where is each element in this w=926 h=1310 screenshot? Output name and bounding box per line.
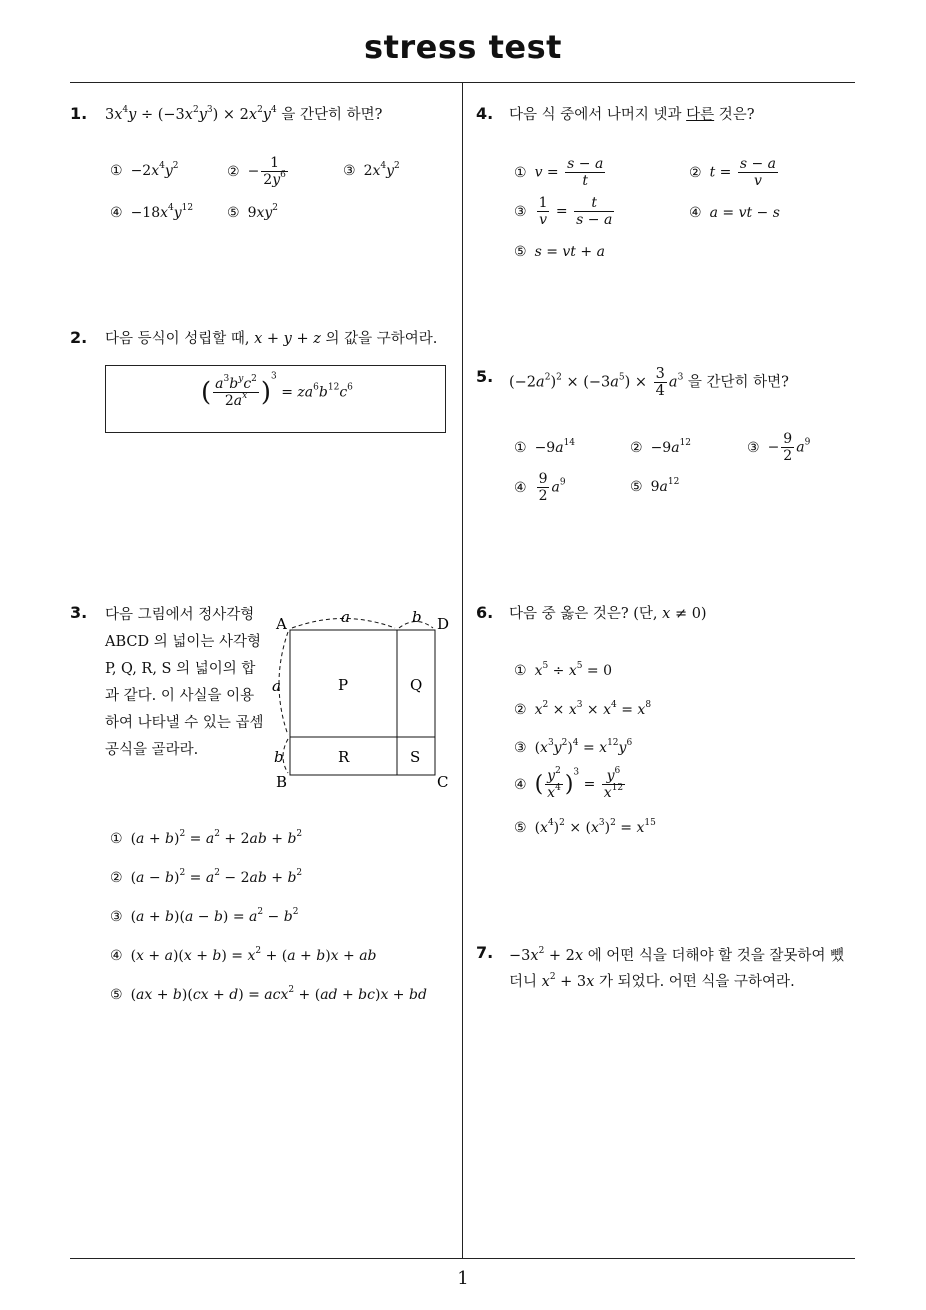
- q1-stem: $3x^4y \div (-3x^2y^3) \times 2x^2y^4$ 을 간단히 하면?: [105, 105, 383, 123]
- q1-option-5[interactable]: ⑤ $9xy^2$: [227, 203, 279, 221]
- region-s: S: [410, 748, 421, 766]
- q5-stem: $(-2a^2)^2 \times (-3a^5)$ × $\frac{3}{4}$ $a^3$ 을 간단히 하면?: [509, 366, 789, 399]
- q2-stem-suffix: 의 값을 구하여라.: [325, 331, 438, 347]
- region-r: R: [338, 748, 350, 766]
- q7-number: 7.: [476, 943, 494, 962]
- q3-option-3[interactable]: ③ $(a + b)(a - b) = a^2 - b^2$: [110, 907, 299, 925]
- q3-option-2[interactable]: ② $(a - b)^2 = a^2 - 2ab + b^2$: [110, 868, 303, 886]
- q2-equation: ( $\frac{a^3b^yc^2}{2a^x}$ )$^3 = za^6b^{12}c^6$: [201, 371, 353, 409]
- q3-stem: 다음 그림에서 정사각형 ABCD 의 넓이는 사각형 P, Q, R, S 의 넓이의 합과 같다. 이 사실을 이용하여 나타낼 수 있는 곱셈 공식을 골라라.: [105, 607, 264, 758]
- q1-option-2[interactable]: ② − $\frac{1}{2y^6}$: [227, 155, 286, 188]
- q4-option-5[interactable]: ⑤ s = vt + a: [514, 244, 605, 260]
- q5-option-4[interactable]: ④ $\frac{9}{2}$ $a^9$: [514, 471, 566, 504]
- q6-option-3[interactable]: ③ $(x^3y^2)^4 = x^{12}y^6$: [514, 738, 633, 756]
- q2-stem: 다음 등식이 성립할 때, x + y + z 의 값을 구하여라.: [105, 331, 438, 347]
- q5-stem-text: 을 간단히 하면?: [687, 374, 789, 391]
- corner-d: D: [437, 615, 450, 633]
- q4-stem: [509, 105, 755, 125]
- q6-option-5[interactable]: ⑤ $(x^4)^2 \times (x^3)^2 = x^{15}$: [514, 818, 656, 836]
- q7-stem: $-3x^2 + 2x$ 에 어떤 식을 더해야 할 것을 잘못하여 뺐 더니 $x^2 + 3x$ 가 되었다. 어떤 식을 구하여라.: [509, 946, 845, 990]
- corner-a: A: [276, 615, 287, 633]
- page-number: 1: [457, 1268, 469, 1289]
- q6-number: 6.: [476, 603, 494, 622]
- bottom-rule: [70, 1258, 855, 1259]
- q6-option-2[interactable]: ② $x^2 \times x^3 \times x^4 = x^8$: [514, 700, 652, 718]
- q3-square-diagram: [268, 605, 458, 790]
- q1-stem-text: 을 간단히 하면?: [281, 107, 383, 123]
- q4-number: 4.: [476, 104, 494, 123]
- q1-number: 1.: [70, 104, 88, 123]
- q7-line2-prefix: 더니: [509, 974, 538, 990]
- label-a-left: a: [272, 677, 281, 695]
- q7-line2-suffix: 가 되었다. 어떤 식을 구하여라.: [598, 974, 795, 990]
- label-b-left: b: [274, 748, 284, 766]
- q1-option-3[interactable]: ③ $2x^4y^2$: [343, 161, 400, 179]
- q4-stem-prefix: 다음 식 중에서 나머지 넷과: [509, 107, 682, 123]
- q5-option-3[interactable]: ③ − $\frac{9}{2}$ $a^9$: [747, 431, 811, 464]
- corner-b: B: [276, 773, 288, 790]
- q4-stem-underline: 다른: [686, 107, 715, 123]
- q2-stem-prefix: 다음 등식이 성립할 때,: [105, 331, 250, 347]
- region-q: Q: [410, 676, 423, 694]
- q6-option-1[interactable]: ① $x^5 \div x^5 = 0$: [514, 661, 613, 679]
- q7-line1-text: 에 어떤 식을 더해야 할 것을 잘못하여 뺐: [587, 948, 845, 964]
- q3-option-1[interactable]: ① $(a + b)^2 = a^2 + 2ab + b^2$: [110, 829, 303, 847]
- region-p: P: [338, 676, 349, 694]
- q4-option-4[interactable]: ④ a = vt − s: [689, 205, 780, 221]
- q2-number: 2.: [70, 328, 88, 347]
- q3-option-5[interactable]: ⑤ (ax + b)(cx + d) = acx$^2$ + (ad + bc)x + bd: [110, 985, 427, 1003]
- label-a-top: a: [341, 608, 350, 626]
- label-b-top: b: [412, 608, 422, 626]
- page-title: stress test: [364, 28, 562, 66]
- q4-option-1[interactable]: ① v = $\frac{s - a}{t}$: [514, 156, 604, 189]
- q5-option-2[interactable]: ② $-9a^{12}$: [630, 438, 692, 456]
- q3-option-4[interactable]: ④ $(x + a)(x + b) = x^2 + (a + b)x$ + ab: [110, 946, 377, 964]
- q5-option-5[interactable]: ⑤ $9a^{12}$: [630, 477, 680, 495]
- brace-b-left: [283, 739, 288, 773]
- q4-option-3[interactable]: ③ $\frac{1}{v}$ = $\frac{t}{s - a}$: [514, 195, 613, 228]
- q6-option-4[interactable]: ④ ( $\frac{y^2}{x^4}$ )$^3$ = $\frac{y^6}{x^{12}}$: [514, 766, 624, 801]
- q6-stem-text: 다음 중 옳은 것은? (단,: [509, 606, 658, 622]
- column-divider: [462, 83, 463, 1259]
- q3-number: 3.: [70, 603, 88, 622]
- q2-equation-box: [105, 365, 446, 433]
- q5-number: 5.: [476, 367, 494, 386]
- q4-stem-suffix: 것은?: [718, 107, 755, 123]
- corner-c: C: [437, 773, 449, 790]
- q6-stem: 다음 중 옳은 것은? (단, x ≠ 0): [509, 606, 707, 622]
- q5-option-1[interactable]: ① $-9a^{14}$: [514, 438, 576, 456]
- q4-option-2[interactable]: ② t = $\frac{s - a}{v}$: [689, 156, 777, 189]
- q1-option-1[interactable]: ① $-2x^4y^2$: [110, 161, 179, 179]
- q1-option-4[interactable]: ④ $-18x^4y^{12}$: [110, 203, 194, 221]
